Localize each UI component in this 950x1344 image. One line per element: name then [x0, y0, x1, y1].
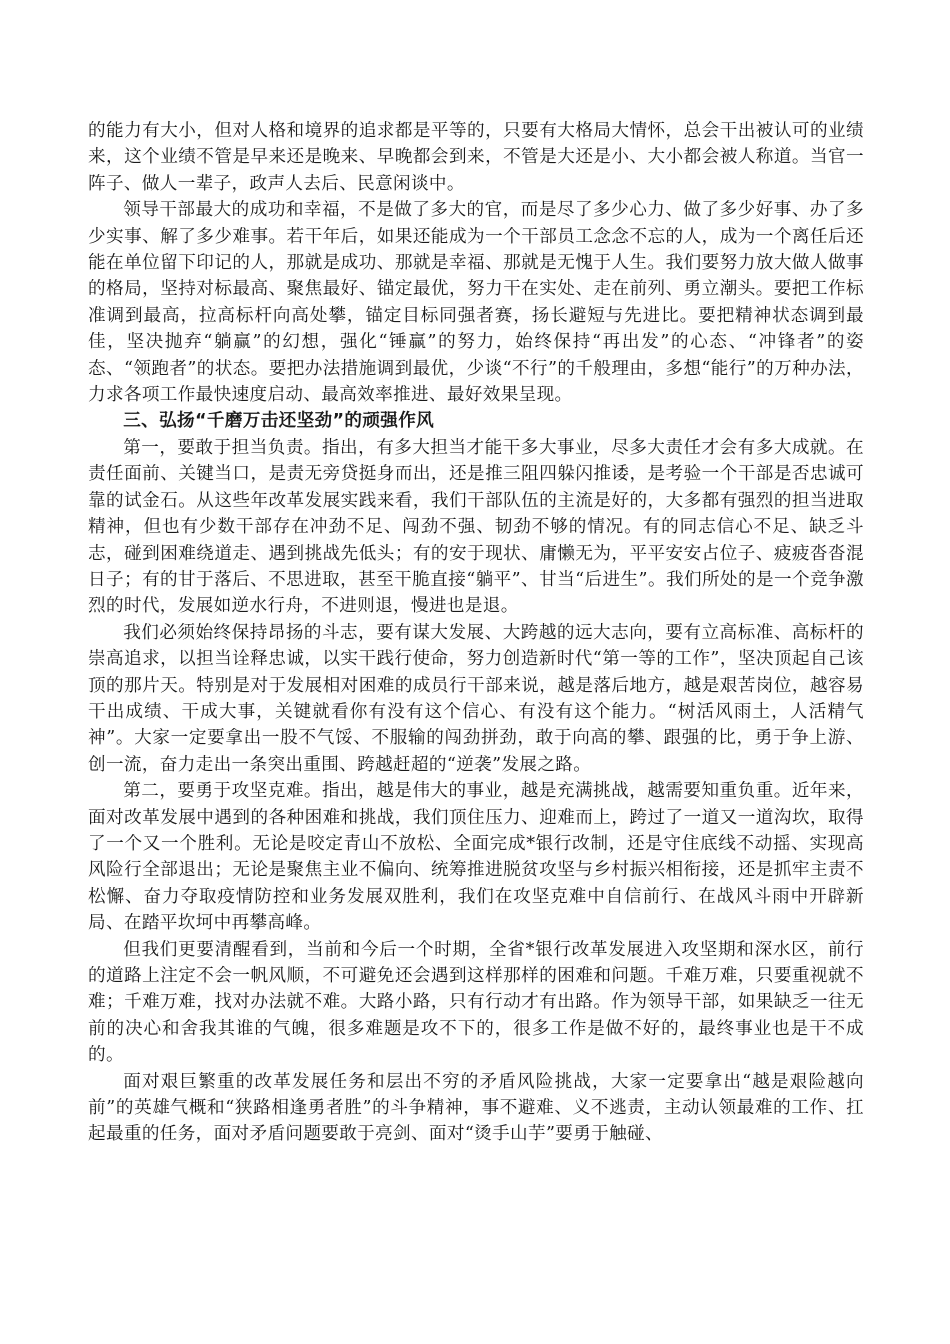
- paragraph-heroic-spirit: 面对艰巨繁重的改革发展任务和层出不穷的矛盾风险挑战，大家一定要拿出“越是艰险越向前”的英雄气概和“狭路相逢勇者胜”的斗争精神，事不避难、义不逃责，主动认领最难的工作、扛起最重的任务，面对矛盾问题要敢于亮剑、面对“烫手山芋”要勇于触碰、: [88, 1071, 864, 1145]
- paragraph-fighting-spirit: 我们必须始终保持昂扬的斗志，要有谋大发展、大跨越的远大志向，要有立高标准、高标杆的崇高追求，以担当诠释忠诚，以实干践行使命，努力创造新时代“第一等的工作”，坚决顶起自己该顶的那片天。特别是对于发展相对困难的成员行干部来说，越是落后地方，越是艰苦岗位，越容易干出成绩、干成大事，关键就看你有没有这个信心、有没有这个能力。“树活风雨土，人活精气神”。大家一定要拿出一股不气馁、不服输的闯劲拼劲，敢于向高的攀、跟强的比，勇于争上游、创一流，奋力走出一条突出重围、跨越赶超的“逆袭”发展之路。: [88, 622, 864, 775]
- paragraph-clear-awareness: 但我们更要清醒看到，当前和今后一个时期，全省*银行改革发展进入攻坚期和深水区，前行的道路上注定不会一帆风顺，不可避免还会遇到这样那样的困难和问题。千难万难，只要重视就不难；千难万难，找对办法就不难。大路小路，只有行动才有出路。作为领导干部，如果缺乏一往无前的决心和舍我其谁的气魄，很多难题是攻不下的，很多工作是做不好的，最终事业也是干不成的。: [88, 939, 864, 1066]
- paragraph-continuation: 的能力有大小，但对人格和境界的追求都是平等的，只要有大格局大情怀，总会干出被认可的业绩来，这个业绩不管是早来还是晚来、早晚都会到来，不管是大还是小、大小都会被人称道。当官一阵子、做人一辈子，政声人去后、民意闲谈中。: [88, 121, 864, 194]
- paragraph-leadership-success: 领导干部最大的成功和幸福，不是做了多大的官，而是尽了多少心力、做了多少好事、办了多少实事、解了多少难事。若干年后，如果还能成为一个干部员工念念不忘的人，成为一个离任后还能在单位留下印记的人，那就是成功、那就是幸福、那就是无愧于人生。我们要努力放大做人做事的格局，坚持对标最高、聚焦最好、锚定最优，努力干在实处、走在前列、勇立潮头。要把工作标准调到最高，拉高标杆向高处攀，锚定目标同强者赛，扬长避短与先进比。要把精神状态调到最佳，坚决抛弃“躺赢”的幻想，强化“锤赢”的努力，始终保持“再出发”的心态、“冲锋者”的姿态、“领跑者”的状态。要把办法措施调到最优，少谈“不行”的千般理由，多想“能行”的万种办法，力求各项工作最快速度启动、最高效率推进、最好效果呈现。: [88, 200, 864, 406]
- document-body: [88, 118, 864, 1148]
- paragraph-responsibility: 第一，要敢于担当负责。指出，有多大担当才能干多大事业，尽多大责任才会有多大成就。在责任面前、关键当口，是责无旁贷挺身而出，还是推三阻四躲闪推诿，是考验一个干部是否忠诚可靠的试金石。从这些年改革发展实践来看，我们干部队伍的主流是好的，大多都有强烈的担当进取精神，但也有少数干部存在冲劲不足、闯劲不强、韧劲不够的情况。有的同志信心不足、缺乏斗志，碰到困难绕道走、遇到挑战先低头；有的安于现状、庸懒无为，平平安安占位子、疲疲沓沓混日子；有的甘于落后、不思进取，甚至干脆直接“躺平”、甘当“后进生”。我们所处的是一个竞争激烈的时代，发展如逆水行舟，不进则退，慢进也是退。: [88, 437, 864, 617]
- paragraph-overcome-difficulties: 第二，要勇于攻坚克难。指出，越是伟大的事业，越是充满挑战，越需要知重负重。近年来，面对改革发展中遇到的各种困难和挑战，我们顶住压力、迎难而上，跨过了一道又一道沟坎，取得了一个又一个胜利。无论是咬定青山不放松、全面完成*银行改制，还是守住底线不动摇、实现高风险行全部退出；无论是聚焦主业不偏向、统筹推进脱贫攻坚与乡村振兴相衔接，还是抓牢主责不松懈、奋力夺取疫情防控和业务发展双胜利，我们在攻坚克难中自信前行、在战风斗雨中开辟新局、在踏平坎坷中再攀高峰。: [88, 781, 864, 934]
- section-heading-3: 三、弘扬“千磨万击还坚劲”的顽强作风: [123, 411, 435, 432]
